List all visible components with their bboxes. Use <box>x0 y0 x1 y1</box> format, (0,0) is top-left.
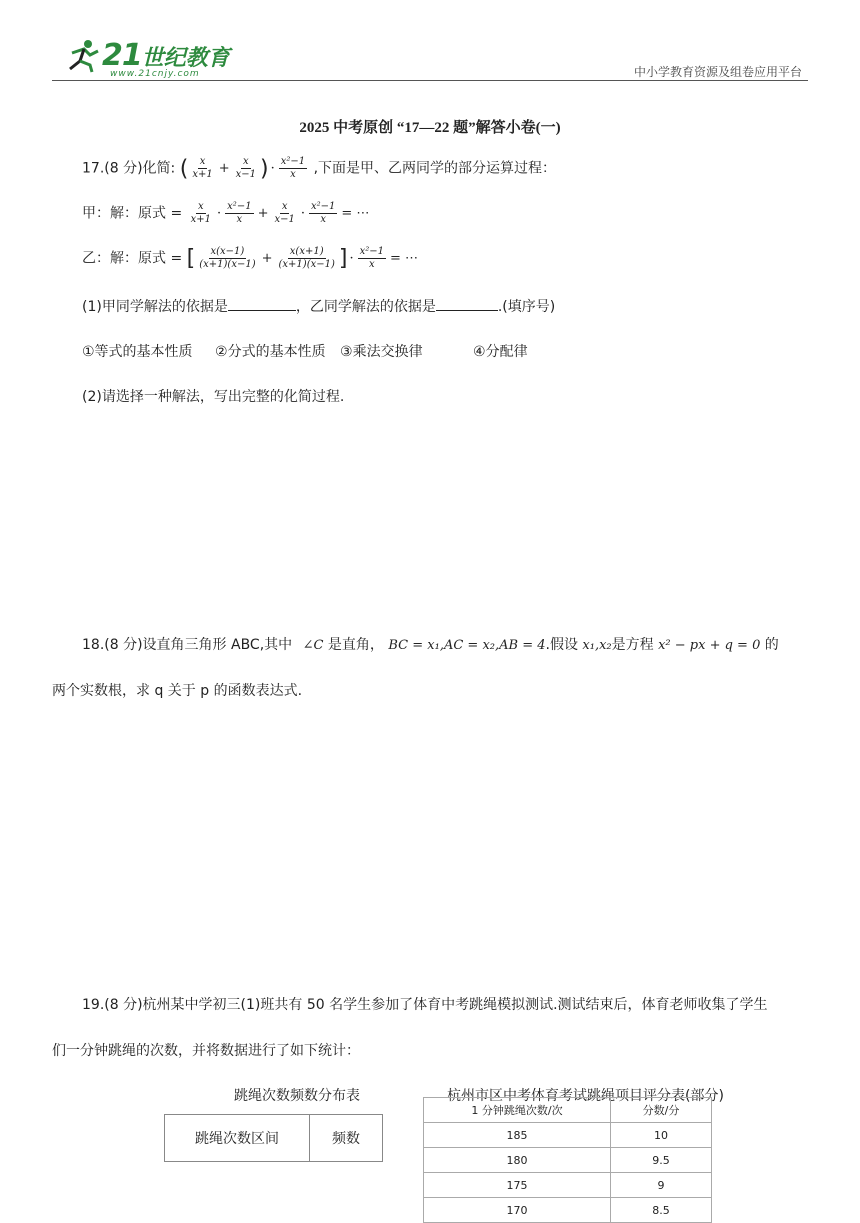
table-row <box>424 1098 712 1123</box>
frequency-table <box>164 1114 383 1162</box>
q17-options <box>82 341 528 361</box>
option-3: ③乘法交换律 <box>340 344 423 360</box>
q18-text-b: 是直角， <box>327 637 384 653</box>
q17-yi-line: 乙：解：原式 = [ $\frac{x(x-1)}{(x+1)(x-1)}$ + $\frac{x(x+1)}{(x+1)(x-1)}$ ] · $\frac{\text{x²−1}}{x}$ = ⋯ <box>82 246 419 271</box>
site-tagline: 中小学教育资源及组卷应用平台 <box>633 65 802 79</box>
table-cell: 170 <box>424 1198 611 1223</box>
answer-blank-jia[interactable] <box>228 296 296 311</box>
q18-text-e: 的 <box>764 637 779 653</box>
q19-line2: 们一分钟跳绳的次数，并将数据进行了如下统计： <box>52 1043 360 1059</box>
logo-url: www.21cnjy.com <box>110 69 200 79</box>
logo-number: 21 <box>102 38 142 73</box>
q18-line2: 两个实数根，求 q 关于 p 的函数表达式. <box>52 683 303 699</box>
table-header-cell: 跳绳次数区间 <box>165 1115 310 1162</box>
table-cell: 175 <box>424 1173 611 1198</box>
logo-text: 世纪教育 <box>141 46 230 71</box>
answer-blank-yi[interactable] <box>436 296 498 311</box>
table1-caption: 跳绳次数频数分布表 <box>234 1088 360 1104</box>
yi-label: 乙：解：原式 = <box>82 250 183 267</box>
table-cell: 9.5 <box>611 1148 712 1173</box>
part1-text-c: .(填序号) <box>497 299 556 315</box>
table-row <box>165 1115 383 1162</box>
table2-caption: 杭州市区中考体育考试跳绳项目评分表(部分) <box>447 1088 724 1104</box>
q17-suffix: ,下面是甲、乙两同学的部分运算过程： <box>313 160 557 177</box>
table-header-cell: 频数 <box>310 1115 383 1162</box>
table-cell: 185 <box>424 1123 611 1148</box>
table-cell: 9 <box>611 1173 712 1198</box>
q17-expression: ( $\frac{x}{x+1}$ + $\frac{x}{x-1}$ ) · $\frac{\text{x²−1}}{x}$ <box>179 156 306 181</box>
part1-text-b: ，乙同学解法的依据是 <box>295 299 436 315</box>
option-2: ②分式的基本性质 <box>215 344 326 360</box>
page-title: 2025 中考原创 “17—22 题”解答小卷(一) <box>299 120 561 136</box>
q18-text-a: 18.(8 分)设直角三角形 ABC,其中 <box>82 637 293 653</box>
table-row <box>424 1173 712 1198</box>
option-4: ④分配律 <box>473 344 528 360</box>
table-cell: 8.5 <box>611 1198 712 1223</box>
part1-text-a: (1)甲同学解法的依据是 <box>82 299 228 315</box>
q18-roots: x₁,x₂ <box>582 638 612 653</box>
table-cell: 180 <box>424 1148 611 1173</box>
table-cell: 10 <box>611 1123 712 1148</box>
q18-text-d: 是方程 <box>611 637 654 653</box>
table-row <box>424 1198 712 1223</box>
q18-angle: ∠C <box>302 638 324 653</box>
header-divider <box>52 80 808 81</box>
table-row <box>424 1123 712 1148</box>
q17-part2: (2)请选择一种解法，写出完整的化简过程. <box>82 389 345 405</box>
option-1: ①等式的基本性质 <box>82 344 193 360</box>
table-row <box>424 1148 712 1173</box>
q18-text-c: .假设 <box>545 637 578 653</box>
q19-line1: 19.(8 分)杭州某中学初三(1)班共有 50 名学生参加了体育中考跳绳模拟测试.测试结束后，体育老师收集了学生 <box>82 997 768 1013</box>
q18-equation: x² − px + q = 0 <box>658 638 761 653</box>
q18-conditions: BC = x₁,AC = x₂,AB = 4 <box>388 638 546 653</box>
q17-part1 <box>82 296 555 316</box>
q17-jia-line: 甲：解：原式 = $\frac{x}{x+1}$ · $\frac{\text{x²−1}}{x}$ + $\frac{x}{x-1}$ · $\frac{\text{x²−1}}{x}$ = ⋯ <box>82 201 370 225</box>
jia-label: 甲：解：原式 = <box>82 205 183 222</box>
q17-prefix: 17.(8 分)化简: <box>82 160 176 177</box>
logo <box>62 38 230 79</box>
q18-line1 <box>82 634 779 654</box>
table-header-cell: 分数/分 <box>611 1098 712 1123</box>
scoring-table <box>423 1097 712 1223</box>
q17-statement <box>82 156 556 181</box>
table-header-cell: 1 分钟跳绳次数/次 <box>424 1098 611 1123</box>
runner-logo-icon <box>62 39 102 73</box>
